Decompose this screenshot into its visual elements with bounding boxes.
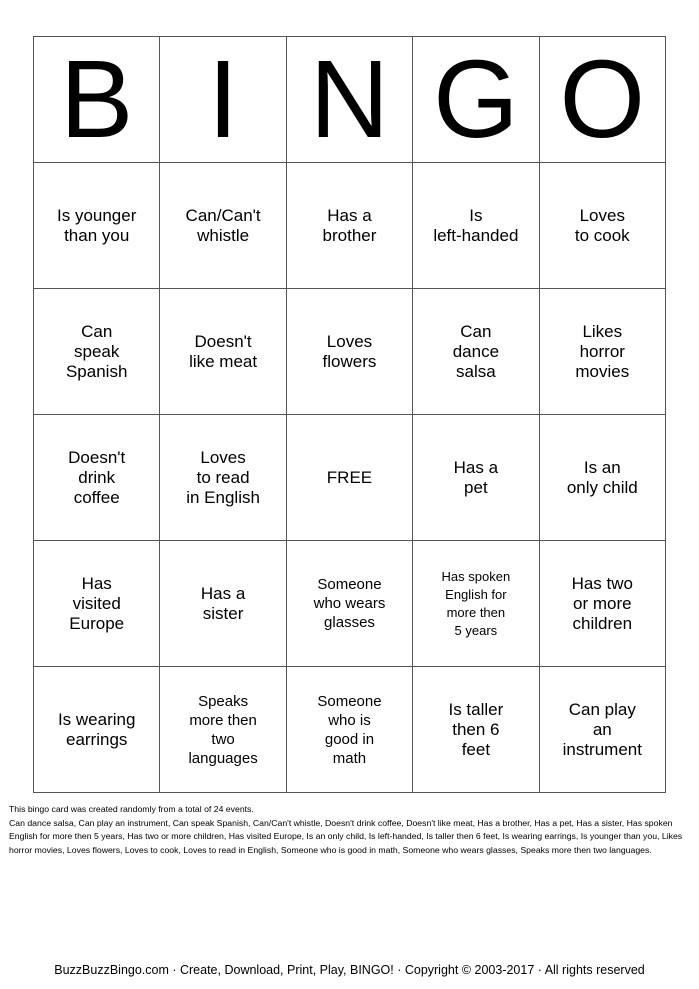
bingo-cell: [160, 415, 286, 541]
bingo-cell: [413, 541, 539, 667]
cell-text: Loves flowers: [322, 331, 377, 371]
cell-text: Has a sister: [200, 583, 246, 623]
cell-text: Doesn't like meat: [189, 331, 258, 371]
cell-text: Can dance salsa: [452, 321, 500, 381]
cell-text: Has visited Europe: [69, 573, 125, 633]
bingo-row-5: [34, 667, 666, 793]
bingo-cell: [34, 541, 160, 667]
bingo-cell: [160, 667, 286, 793]
cell-text: Is younger than you: [57, 205, 137, 245]
bingo-cell: [539, 163, 665, 289]
cell-text: Is taller then 6 feet: [448, 699, 504, 759]
bingo-cell: [34, 289, 160, 415]
cell-text: Is an only child: [566, 457, 638, 497]
cell-text: Is left-handed: [433, 205, 519, 245]
bingo-header-row: [34, 37, 666, 163]
cell-text: Has two or more children: [571, 573, 633, 633]
cell-text: Can speak Spanish: [65, 321, 128, 381]
bingo-cell: [413, 415, 539, 541]
cell-text: Doesn't drink coffee: [68, 447, 126, 507]
bingo-cell: [160, 289, 286, 415]
bingo-cell: [286, 667, 412, 793]
cell-text: Has a pet: [453, 457, 499, 497]
card-info-summary: This bingo card was created randomly from a total of 24 events.: [9, 804, 254, 814]
bingo-row-1: [34, 163, 666, 289]
bingo-cell: [34, 163, 160, 289]
bingo-cell: [413, 289, 539, 415]
bingo-cell: [34, 415, 160, 541]
bingo-cell: [286, 541, 412, 667]
bingo-cell: [539, 289, 665, 415]
cell-text: Likes horror movies: [575, 321, 630, 381]
card-info: [9, 803, 693, 857]
free-space-cell: [286, 415, 412, 541]
cell-text: Loves to cook: [574, 205, 630, 245]
header-letter-i: I: [160, 37, 286, 163]
bingo-cell: [539, 667, 665, 793]
bingo-cell: [160, 163, 286, 289]
bingo-cell: [286, 163, 412, 289]
header-letter-g: G: [413, 37, 539, 163]
bingo-cell: [34, 667, 160, 793]
header-letter-b: B: [34, 37, 160, 163]
bingo-cell: [160, 541, 286, 667]
card-info-event-list: Can dance salsa, Can play an instrument, Can speak Spanish, Can/Can't whistle, Doesn't drink coffee, Doesn't like meat, Has a brother, Has a pet, Has a sister, Has spoken English for more then 5 years, Has two or more children, Has visited Europe, Is an only child, Is left-handed, Is taller then 6 feet, Is wearing earrings, Is younger than you, Likes horror movies, Loves flowers, Loves to cook, Loves to read in English, Someone who is good in math, Someone who wears glasses, Speaks more then two languages.: [9, 817, 683, 855]
page-footer: BuzzBuzzBingo.com · Create, Download, Print, Play, BINGO! · Copyright © 2003-2017 · All rights reserved: [54, 963, 645, 977]
free-space-text: FREE: [326, 467, 373, 487]
bingo-row-3: [34, 415, 666, 541]
cell-text: Speaks more then two languages: [188, 692, 258, 767]
bingo-cell: [539, 541, 665, 667]
header-letter-n: N: [286, 37, 412, 163]
header-letter-o: O: [539, 37, 665, 163]
cell-text: Has a brother: [322, 205, 377, 245]
bingo-row-4: [34, 541, 666, 667]
bingo-cell: [413, 667, 539, 793]
bingo-cell: [539, 415, 665, 541]
bingo-card: [33, 36, 666, 793]
cell-text: Someone who wears glasses: [313, 576, 386, 631]
cell-text: Loves to read in English: [186, 447, 260, 507]
cell-text: Can play an instrument: [562, 699, 642, 759]
bingo-cell: [286, 289, 412, 415]
cell-text: Can/Can't whistle: [185, 205, 261, 245]
bingo-row-2: [34, 289, 666, 415]
cell-text: Is wearing earrings: [57, 709, 136, 749]
cell-text: Someone who is good in math: [317, 692, 382, 767]
bingo-cell: [413, 163, 539, 289]
cell-text: Has spoken English for more then 5 years: [441, 568, 511, 638]
